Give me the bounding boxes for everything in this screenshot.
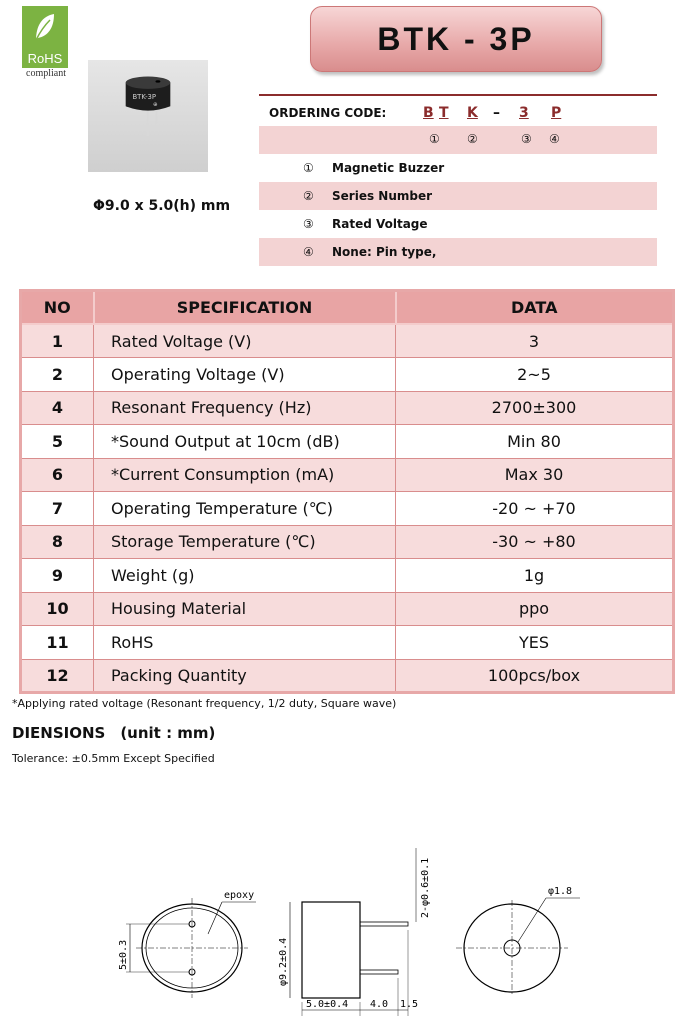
cell-spec: Operating Voltage (V) [94,358,396,392]
cell-data: 1g [396,559,674,593]
length1-label: 4.0 [370,999,389,1010]
product-size-caption: Φ9.0 x 5.0(h) mm [93,198,231,214]
header-data: DATA [396,291,674,325]
back-view [456,886,580,996]
table-row [21,358,674,392]
dimensions-title: DIENSIONS (unit : mm) [12,724,216,742]
diameter-label: φ9.2±0.4 [278,937,289,986]
cell-spec: Resonant Frequency (Hz) [94,391,396,425]
code-char: 3 [519,105,529,121]
cell-no: 1 [21,324,94,358]
cell-spec: Housing Material [94,592,396,626]
code-char: K [467,105,478,121]
header-specification: SPECIFICATION [94,291,396,325]
cell-spec: Packing Quantity [94,659,396,693]
header-no: NO [21,291,94,325]
part-label: BTK-3P [132,92,156,101]
table-row [21,592,674,626]
side-view [278,848,431,1016]
cell-data: 2~5 [396,358,674,392]
table-row [21,425,674,459]
cell-data: 100pcs/box [396,659,674,693]
cell-no: 2 [21,358,94,392]
cell-spec: Rated Voltage (V) [94,324,396,358]
legend-row: ③ Rated Voltage [303,217,428,231]
buzzer-illustration [108,74,188,136]
rohs-logo [18,6,76,80]
ordering-code-block [259,94,657,266]
code-char: P [551,105,562,121]
cell-spec: *Current Consumption (mA) [94,458,396,492]
title-banner [310,6,602,72]
leaf-icon [32,12,56,42]
legend-row: ② Series Number [259,182,657,210]
cell-spec: Weight (g) [94,559,396,593]
length2-label: 1.5 [400,999,419,1010]
cell-no: 9 [21,559,94,593]
hole-diameter-label: φ1.8 [548,886,573,897]
table-row [21,559,674,593]
cell-data: YES [396,626,674,660]
cell-data: 3 [396,324,674,358]
table-row [21,458,674,492]
code-number: ③ [521,132,532,146]
tolerance-note: Tolerance: ±0.5mm Except Specified [12,752,215,765]
legend-row: ① Magnetic Buzzer [303,161,445,175]
rohs-sub-text: compliant [26,68,66,79]
code-number: ① [429,132,440,146]
pitch-label: 5±0.3 [118,939,129,970]
page-title: BTK - 3P [377,20,535,57]
cell-no: 11 [21,626,94,660]
cell-data: 2700±300 [396,391,674,425]
footnote: *Applying rated voltage (Resonant frequency, 1/2 duty, Square wave) [12,697,397,710]
cell-spec: Storage Temperature (℃) [94,525,396,559]
cell-data: -20 ~ +70 [396,492,674,526]
cell-data: Min 80 [396,425,674,459]
cell-no: 12 [21,659,94,693]
front-view [118,890,256,998]
cell-no: 6 [21,458,94,492]
code-char: B [423,105,434,121]
legend-row: ④ None: Pin type, [259,238,657,266]
rohs-badge-text: RoHS [27,51,63,66]
cell-data: Max 30 [396,458,674,492]
cell-data: -30 ~ +80 [396,525,674,559]
code-char: – [493,105,500,121]
cell-no: 10 [21,592,94,626]
table-row [21,525,674,559]
dimension-drawing [100,840,590,1020]
epoxy-label: epoxy [224,890,255,901]
code-number: ② [467,132,478,146]
ordering-code-label: ORDERING CODE: [269,106,387,120]
table-row [21,391,674,425]
svg-text:⊕: ⊕ [152,102,158,109]
code-number: ④ [549,132,560,146]
table-row [21,659,674,693]
specification-table [19,289,675,694]
product-photo [88,60,208,172]
cell-no: 7 [21,492,94,526]
cell-no: 5 [21,425,94,459]
height-label: 5.0±0.4 [306,999,349,1010]
cell-no: 8 [21,525,94,559]
cell-no: 4 [21,391,94,425]
cell-data: ppo [396,592,674,626]
code-char: T [439,105,449,121]
cell-spec: RoHS [94,626,396,660]
table-row [21,324,674,358]
pin-diameter-label: 2-φ0.6±0.1 [420,857,431,918]
cell-spec: *Sound Output at 10cm (dB) [94,425,396,459]
cell-spec: Operating Temperature (℃) [94,492,396,526]
table-row [21,492,674,526]
table-row [21,626,674,660]
